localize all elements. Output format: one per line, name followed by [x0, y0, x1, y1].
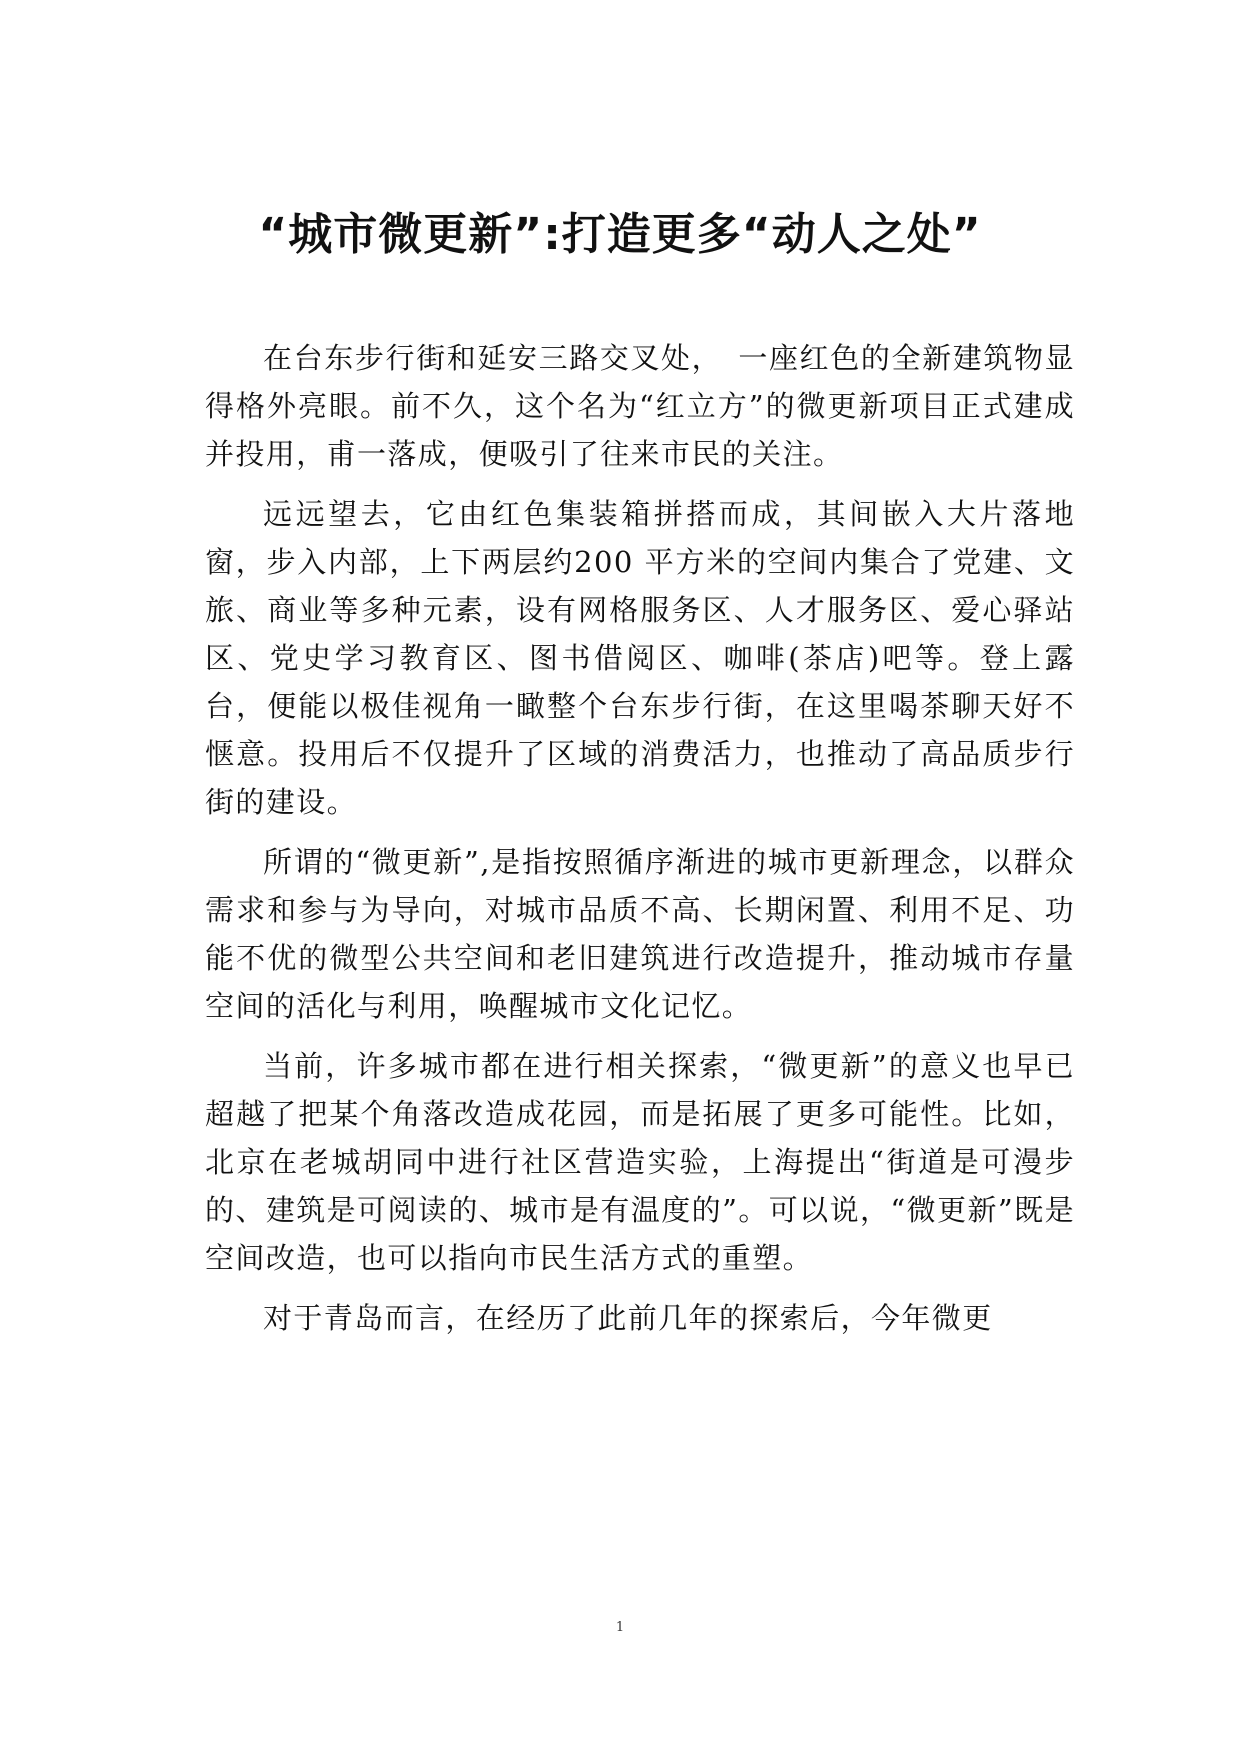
document-body: [205, 334, 1075, 1354]
document-title: “城市微更新”:打造更多“动人之处”: [258, 209, 982, 260]
paragraph: 远远望去，它由红色集装箱拼搭而成，其间嵌入大片落地窗，步入内部，上下两层约200 平方米的空间内集合了党建、文旅、商业等多种元素，设有网格服务区、人才服务区、爱心驿站区、党史学习教育区、图书借阅区、咖啡(茶店)吧等。登上露台，便能以极佳视角一瞰整个台东步行街，在这里喝茶聊天好不惬意。投用后不仅提升了区域的消费活力，也推动了高品质步行街的建设。: [205, 497, 1075, 819]
page-number: 1: [615, 1620, 625, 1635]
paragraph: 所谓的“微更新”,是指按照循序渐进的城市更新理念，以群众需求和参与为导向，对城市品质不高、长期闲置、利用不足、功能不优的微型公共空间和老旧建筑进行改造提升，推动城市存量空间的活化与利用，唤醒城市文化记忆。: [205, 845, 1075, 1023]
paragraph: 当前，许多城市都在进行相关探索，“微更新”的意义也早已超越了把某个角落改造成花园，而是拓展了更多可能性。比如，北京在老城胡同中进行社区营造实验，上海提出“街道是可漫步的、建筑是可阅读的、城市是有温度的”。可以说，“微更新”既是空间改造，也可以指向市民生活方式的重塑。: [205, 1049, 1075, 1275]
paragraph: 在台东步行街和延安三路交叉处， 一座红色的全新建筑物显得格外亮眼。前不久，这个名为“红立方”的微更新项目正式建成并投用，甫一落成，便吸引了往来市民的关注。: [205, 341, 1075, 471]
paragraph: 对于青岛而言，在经历了此前几年的探索后，今年微更: [263, 1301, 993, 1335]
